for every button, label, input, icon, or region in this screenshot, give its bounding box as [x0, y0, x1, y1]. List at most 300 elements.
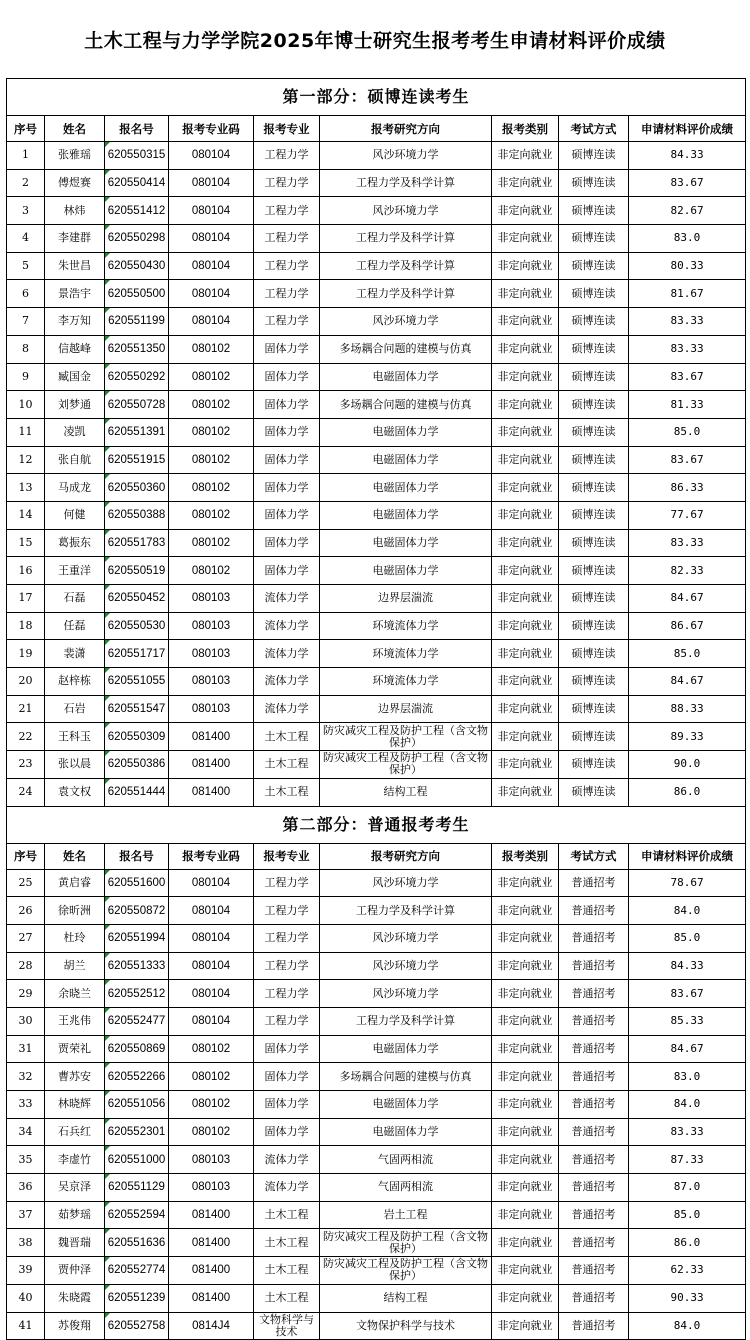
cell-direction: 结构工程	[320, 1284, 492, 1312]
cell-major-code: 080104	[169, 280, 254, 308]
cell-score: 83.67	[629, 169, 746, 197]
cell-name: 吴京泽	[45, 1174, 105, 1202]
cell-major-code: 081400	[169, 751, 254, 779]
cell-seq: 17	[7, 585, 45, 613]
cell-category: 非定向就业	[492, 280, 559, 308]
cell-reg-no: 620551994	[105, 924, 169, 952]
cell-reg-no: 620551239	[105, 1284, 169, 1312]
cell-major-code: 080102	[169, 363, 254, 391]
cell-score: 82.67	[629, 197, 746, 225]
cell-seq: 32	[7, 1063, 45, 1091]
table-row	[7, 924, 746, 952]
table-row	[7, 557, 746, 585]
cell-category: 非定向就业	[492, 529, 559, 557]
cell-category: 非定向就业	[492, 335, 559, 363]
cell-name: 茹梦瑶	[45, 1201, 105, 1229]
cell-name: 林晓辉	[45, 1091, 105, 1119]
cell-name: 杜玲	[45, 924, 105, 952]
cell-direction: 气固两相流	[320, 1146, 492, 1174]
cell-exam-mode: 普通招考	[559, 1063, 629, 1091]
cell-score: 87.0	[629, 1174, 746, 1202]
cell-exam-mode: 硕博连读	[559, 280, 629, 308]
cell-name: 王兆伟	[45, 1007, 105, 1035]
cell-seq: 30	[7, 1007, 45, 1035]
cell-major: 固体力学	[254, 1091, 320, 1119]
column-header-seq: 序号	[7, 843, 45, 869]
cell-major: 固体力学	[254, 391, 320, 419]
cell-category: 非定向就业	[492, 308, 559, 336]
cell-major-code: 080102	[169, 1035, 254, 1063]
cell-direction: 岩土工程	[320, 1201, 492, 1229]
cell-direction: 多场耦合问题的建模与仿真	[320, 1063, 492, 1091]
section-title: 第一部分：硕博连读考生	[7, 79, 746, 116]
column-header-major-code: 报考专业码	[169, 116, 254, 142]
table-row	[7, 1312, 746, 1340]
cell-exam-mode: 普通招考	[559, 924, 629, 952]
cell-reg-no: 620550292	[105, 363, 169, 391]
cell-category: 非定向就业	[492, 869, 559, 897]
cell-category: 非定向就业	[492, 695, 559, 723]
table-row	[7, 1007, 746, 1035]
cell-seq: 22	[7, 723, 45, 751]
cell-score: 87.33	[629, 1146, 746, 1174]
cell-major: 土木工程	[254, 1229, 320, 1257]
cell-major-code: 081400	[169, 1257, 254, 1285]
cell-score: 86.0	[629, 1229, 746, 1257]
cell-seq: 39	[7, 1257, 45, 1285]
cell-major: 流体力学	[254, 585, 320, 613]
cell-major: 固体力学	[254, 363, 320, 391]
cell-major: 流体力学	[254, 1146, 320, 1174]
column-header-name: 姓名	[45, 843, 105, 869]
cell-reg-no: 620551055	[105, 668, 169, 696]
cell-reg-no: 620552477	[105, 1007, 169, 1035]
cell-major-code: 081400	[169, 778, 254, 806]
cell-reg-no: 620550430	[105, 252, 169, 280]
cell-score: 84.0	[629, 1312, 746, 1340]
cell-major: 流体力学	[254, 1174, 320, 1202]
cell-category: 非定向就业	[492, 1284, 559, 1312]
cell-major-code: 080104	[169, 197, 254, 225]
cell-score: 86.0	[629, 778, 746, 806]
table-row	[7, 501, 746, 529]
cell-seq: 13	[7, 474, 45, 502]
table-row	[7, 695, 746, 723]
cell-seq: 31	[7, 1035, 45, 1063]
cell-reg-no: 620550728	[105, 391, 169, 419]
cell-seq: 24	[7, 778, 45, 806]
cell-major: 固体力学	[254, 418, 320, 446]
cell-seq: 1	[7, 142, 45, 170]
column-header-row	[7, 843, 746, 869]
cell-score: 81.33	[629, 391, 746, 419]
cell-reg-no: 620550872	[105, 897, 169, 925]
cell-major-code: 080102	[169, 1091, 254, 1119]
table-row	[7, 391, 746, 419]
cell-score: 83.67	[629, 980, 746, 1008]
cell-seq: 14	[7, 501, 45, 529]
cell-direction: 电磁固体力学	[320, 529, 492, 557]
cell-exam-mode: 普通招考	[559, 952, 629, 980]
table-row	[7, 1284, 746, 1312]
cell-major: 工程力学	[254, 225, 320, 253]
table-row	[7, 1091, 746, 1119]
cell-category: 非定向就业	[492, 1229, 559, 1257]
column-header-direction: 报考研究方向	[320, 843, 492, 869]
cell-major: 流体力学	[254, 612, 320, 640]
cell-exam-mode: 普通招考	[559, 1007, 629, 1035]
cell-seq: 33	[7, 1091, 45, 1119]
table-row	[7, 169, 746, 197]
cell-exam-mode: 硕博连读	[559, 169, 629, 197]
column-header-reg-no: 报名号	[105, 116, 169, 142]
cell-exam-mode: 普通招考	[559, 1201, 629, 1229]
cell-category: 非定向就业	[492, 952, 559, 980]
cell-score: 83.33	[629, 529, 746, 557]
cell-category: 非定向就业	[492, 1312, 559, 1340]
cell-direction: 环境流体力学	[320, 640, 492, 668]
cell-seq: 35	[7, 1146, 45, 1174]
cell-seq: 8	[7, 335, 45, 363]
cell-exam-mode: 硕博连读	[559, 363, 629, 391]
cell-direction: 多场耦合问题的建模与仿真	[320, 391, 492, 419]
cell-reg-no: 620550315	[105, 142, 169, 170]
cell-major-code: 080103	[169, 585, 254, 613]
cell-direction: 电磁固体力学	[320, 474, 492, 502]
column-header-major: 报考专业	[254, 843, 320, 869]
cell-reg-no: 620551717	[105, 640, 169, 668]
cell-seq: 11	[7, 418, 45, 446]
table-row	[7, 1174, 746, 1202]
cell-exam-mode: 硕博连读	[559, 225, 629, 253]
cell-direction: 气固两相流	[320, 1174, 492, 1202]
cell-exam-mode: 普通招考	[559, 1284, 629, 1312]
cell-exam-mode: 硕博连读	[559, 723, 629, 751]
cell-reg-no: 620551444	[105, 778, 169, 806]
cell-major: 文物科学与技术	[254, 1312, 320, 1340]
cell-seq: 36	[7, 1174, 45, 1202]
cell-name: 李建群	[45, 225, 105, 253]
cell-name: 张雅瑶	[45, 142, 105, 170]
table-row	[7, 1063, 746, 1091]
cell-category: 非定向就业	[492, 1091, 559, 1119]
cell-reg-no: 620551056	[105, 1091, 169, 1119]
cell-score: 81.67	[629, 280, 746, 308]
cell-major-code: 080102	[169, 474, 254, 502]
cell-category: 非定向就业	[492, 778, 559, 806]
cell-seq: 41	[7, 1312, 45, 1340]
cell-score: 90.33	[629, 1284, 746, 1312]
cell-major-code: 080104	[169, 1007, 254, 1035]
cell-major: 土木工程	[254, 1257, 320, 1285]
cell-reg-no: 620550452	[105, 585, 169, 613]
table-row	[7, 778, 746, 806]
cell-seq: 4	[7, 225, 45, 253]
cell-name: 胡兰	[45, 952, 105, 980]
cell-score: 84.0	[629, 1091, 746, 1119]
cell-exam-mode: 硕博连读	[559, 557, 629, 585]
cell-major: 土木工程	[254, 1284, 320, 1312]
cell-category: 非定向就业	[492, 252, 559, 280]
cell-score: 84.67	[629, 1035, 746, 1063]
cell-major-code: 080104	[169, 869, 254, 897]
cell-score: 85.33	[629, 1007, 746, 1035]
cell-reg-no: 620550360	[105, 474, 169, 502]
cell-major: 土木工程	[254, 778, 320, 806]
cell-exam-mode: 硕博连读	[559, 501, 629, 529]
cell-major: 固体力学	[254, 1035, 320, 1063]
cell-direction: 风沙环境力学	[320, 980, 492, 1008]
cell-major-code: 081400	[169, 1229, 254, 1257]
cell-major-code: 080104	[169, 142, 254, 170]
cell-major-code: 080103	[169, 1174, 254, 1202]
cell-seq: 18	[7, 612, 45, 640]
table-row	[7, 869, 746, 897]
column-header-major: 报考专业	[254, 116, 320, 142]
table-row	[7, 1201, 746, 1229]
cell-score: 86.67	[629, 612, 746, 640]
cell-score: 90.0	[629, 751, 746, 779]
cell-category: 非定向就业	[492, 668, 559, 696]
cell-score: 83.0	[629, 1063, 746, 1091]
cell-name: 王科玉	[45, 723, 105, 751]
cell-major-code: 080103	[169, 612, 254, 640]
cell-score: 85.0	[629, 1201, 746, 1229]
cell-seq: 20	[7, 668, 45, 696]
score-table	[6, 78, 746, 1340]
cell-category: 非定向就业	[492, 474, 559, 502]
table-row	[7, 308, 746, 336]
cell-major: 工程力学	[254, 924, 320, 952]
table-row	[7, 751, 746, 779]
cell-name: 张以晨	[45, 751, 105, 779]
column-header-row	[7, 116, 746, 142]
cell-exam-mode: 硕博连读	[559, 142, 629, 170]
cell-major: 流体力学	[254, 695, 320, 723]
cell-major-code: 080104	[169, 952, 254, 980]
column-header-category: 报考类别	[492, 843, 559, 869]
cell-exam-mode: 普通招考	[559, 1118, 629, 1146]
cell-name: 李万知	[45, 308, 105, 336]
cell-exam-mode: 硕博连读	[559, 391, 629, 419]
cell-category: 非定向就业	[492, 225, 559, 253]
cell-exam-mode: 普通招考	[559, 897, 629, 925]
cell-exam-mode: 普通招考	[559, 1174, 629, 1202]
cell-seq: 3	[7, 197, 45, 225]
cell-major: 固体力学	[254, 1063, 320, 1091]
cell-exam-mode: 普通招考	[559, 1257, 629, 1285]
column-header-reg-no: 报名号	[105, 843, 169, 869]
cell-exam-mode: 硕博连读	[559, 612, 629, 640]
table-row	[7, 668, 746, 696]
cell-category: 非定向就业	[492, 612, 559, 640]
cell-direction: 电磁固体力学	[320, 418, 492, 446]
cell-seq: 6	[7, 280, 45, 308]
table-row	[7, 252, 746, 280]
cell-score: 83.67	[629, 363, 746, 391]
cell-score: 86.33	[629, 474, 746, 502]
table-row	[7, 640, 746, 668]
cell-score: 89.33	[629, 723, 746, 751]
table-row	[7, 418, 746, 446]
cell-score: 85.0	[629, 924, 746, 952]
cell-score: 84.0	[629, 897, 746, 925]
cell-reg-no: 620550298	[105, 225, 169, 253]
cell-category: 非定向就业	[492, 501, 559, 529]
cell-name: 张自航	[45, 446, 105, 474]
cell-name: 何健	[45, 501, 105, 529]
cell-major-code: 080104	[169, 169, 254, 197]
table-row	[7, 585, 746, 613]
cell-name: 朱晓霞	[45, 1284, 105, 1312]
cell-seq: 2	[7, 169, 45, 197]
cell-name: 裴潇	[45, 640, 105, 668]
column-header-exam-mode: 考试方式	[559, 843, 629, 869]
cell-exam-mode: 硕博连读	[559, 474, 629, 502]
column-header-exam-mode: 考试方式	[559, 116, 629, 142]
cell-name: 凌凯	[45, 418, 105, 446]
cell-direction: 电磁固体力学	[320, 1118, 492, 1146]
cell-major-code: 081400	[169, 1284, 254, 1312]
cell-direction: 风沙环境力学	[320, 142, 492, 170]
cell-major-code: 080102	[169, 1118, 254, 1146]
cell-major-code: 080104	[169, 252, 254, 280]
cell-major: 土木工程	[254, 1201, 320, 1229]
cell-direction: 防灾减灾工程及防护工程（含文物保护）	[320, 723, 492, 751]
cell-exam-mode: 硕博连读	[559, 335, 629, 363]
cell-name: 石磊	[45, 585, 105, 613]
cell-category: 非定向就业	[492, 363, 559, 391]
cell-major: 固体力学	[254, 529, 320, 557]
cell-category: 非定向就业	[492, 723, 559, 751]
cell-reg-no: 620550309	[105, 723, 169, 751]
cell-seq: 26	[7, 897, 45, 925]
cell-reg-no: 620552266	[105, 1063, 169, 1091]
cell-reg-no: 620551333	[105, 952, 169, 980]
cell-direction: 风沙环境力学	[320, 952, 492, 980]
document-title: 土木工程与力学学院2025年博士研究生报考考生申请材料评价成绩	[84, 29, 666, 52]
cell-seq: 25	[7, 869, 45, 897]
cell-direction: 多场耦合问题的建模与仿真	[320, 335, 492, 363]
cell-reg-no: 620551636	[105, 1229, 169, 1257]
cell-name: 贾仲泽	[45, 1257, 105, 1285]
cell-reg-no: 620551412	[105, 197, 169, 225]
cell-major-code: 080102	[169, 1063, 254, 1091]
cell-reg-no: 620550386	[105, 751, 169, 779]
cell-direction: 风沙环境力学	[320, 869, 492, 897]
cell-seq: 16	[7, 557, 45, 585]
cell-exam-mode: 普通招考	[559, 869, 629, 897]
cell-major-code: 080102	[169, 557, 254, 585]
cell-exam-mode: 普通招考	[559, 1312, 629, 1340]
cell-reg-no: 620551600	[105, 869, 169, 897]
table-row	[7, 952, 746, 980]
cell-score: 80.33	[629, 252, 746, 280]
cell-category: 非定向就业	[492, 391, 559, 419]
cell-exam-mode: 硕博连读	[559, 197, 629, 225]
cell-major-code: 080103	[169, 668, 254, 696]
cell-major: 工程力学	[254, 869, 320, 897]
cell-direction: 边界层湍流	[320, 695, 492, 723]
cell-category: 非定向就业	[492, 142, 559, 170]
cell-score: 78.67	[629, 869, 746, 897]
cell-name: 黄启睿	[45, 869, 105, 897]
section-header-row	[7, 79, 746, 116]
cell-exam-mode: 硕博连读	[559, 252, 629, 280]
cell-major-code: 080104	[169, 924, 254, 952]
cell-seq: 34	[7, 1118, 45, 1146]
cell-score: 84.67	[629, 668, 746, 696]
cell-name: 李虚竹	[45, 1146, 105, 1174]
cell-major: 工程力学	[254, 1007, 320, 1035]
cell-exam-mode: 普通招考	[559, 1229, 629, 1257]
cell-seq: 5	[7, 252, 45, 280]
cell-category: 非定向就业	[492, 557, 559, 585]
cell-score: 83.0	[629, 225, 746, 253]
cell-category: 非定向就业	[492, 1174, 559, 1202]
cell-major: 固体力学	[254, 501, 320, 529]
cell-direction: 电磁固体力学	[320, 1091, 492, 1119]
cell-name: 苏俊翔	[45, 1312, 105, 1340]
cell-category: 非定向就业	[492, 1063, 559, 1091]
cell-score: 84.33	[629, 952, 746, 980]
cell-score: 83.33	[629, 308, 746, 336]
cell-name: 魏晋瑞	[45, 1229, 105, 1257]
cell-direction: 风沙环境力学	[320, 197, 492, 225]
cell-direction: 边界层湍流	[320, 585, 492, 613]
cell-major: 工程力学	[254, 197, 320, 225]
cell-direction: 环境流体力学	[320, 668, 492, 696]
cell-major-code: 080104	[169, 897, 254, 925]
cell-category: 非定向就业	[492, 1201, 559, 1229]
cell-score: 83.67	[629, 446, 746, 474]
cell-exam-mode: 普通招考	[559, 1091, 629, 1119]
cell-exam-mode: 硕博连读	[559, 418, 629, 446]
cell-direction: 工程力学及科学计算	[320, 252, 492, 280]
cell-major-code: 080102	[169, 529, 254, 557]
column-header-score: 申请材料评价成绩	[629, 116, 746, 142]
cell-score: 85.0	[629, 640, 746, 668]
cell-major-code: 080104	[169, 308, 254, 336]
cell-name: 傅煜赛	[45, 169, 105, 197]
table-row	[7, 723, 746, 751]
cell-major-code: 0814J4	[169, 1312, 254, 1340]
cell-score: 85.0	[629, 418, 746, 446]
column-header-direction: 报考研究方向	[320, 116, 492, 142]
cell-seq: 7	[7, 308, 45, 336]
column-header-name: 姓名	[45, 116, 105, 142]
cell-category: 非定向就业	[492, 418, 559, 446]
cell-reg-no: 620551783	[105, 529, 169, 557]
cell-name: 赵梓栋	[45, 668, 105, 696]
cell-seq: 40	[7, 1284, 45, 1312]
cell-seq: 10	[7, 391, 45, 419]
cell-name: 余晓兰	[45, 980, 105, 1008]
cell-major: 土木工程	[254, 723, 320, 751]
cell-score: 77.67	[629, 501, 746, 529]
section-title: 第二部分：普通报考考生	[7, 806, 746, 843]
table-row	[7, 363, 746, 391]
cell-name: 贾荣礼	[45, 1035, 105, 1063]
cell-major: 固体力学	[254, 446, 320, 474]
cell-major-code: 080103	[169, 1146, 254, 1174]
cell-category: 非定向就业	[492, 1007, 559, 1035]
cell-major: 流体力学	[254, 668, 320, 696]
cell-major-code: 080102	[169, 335, 254, 363]
cell-reg-no: 620551547	[105, 695, 169, 723]
cell-seq: 37	[7, 1201, 45, 1229]
cell-exam-mode: 硕博连读	[559, 585, 629, 613]
